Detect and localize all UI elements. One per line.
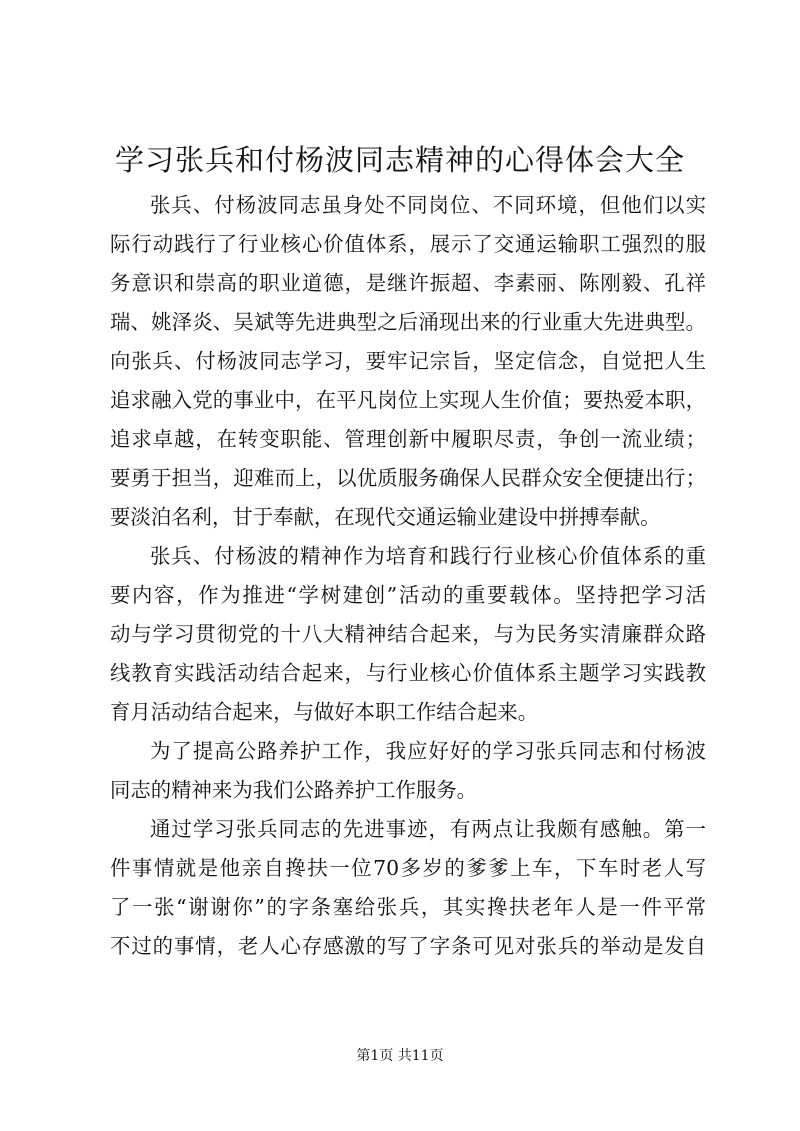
paragraph-line: 要淡泊名利，甘于奉献，在现代交通运输业建设中拼搏奉献。	[110, 505, 661, 529]
paragraph-line: 张兵、付杨波同志虽身处不同岗位、不同环境，但他们以实	[150, 193, 706, 217]
paragraph-line: 际行动践行了行业核心价值体系，展示了交通运输职工强烈的服	[110, 232, 706, 256]
paragraph-line: 同志的精神来为我们公路养护工作服务。	[110, 778, 478, 802]
document-title: 学习张兵和付杨波同志精神的心得体会大全	[114, 143, 685, 177]
paragraph-line: 动与学习贯彻党的十八大精神结合起来，与为民务实清廉群众路	[110, 622, 706, 646]
paragraph-line: 向张兵、付杨波同志学习，要牢记宗旨，坚定信念，自觉把人生	[110, 349, 706, 373]
paragraph-line: 了一张“谢谢你”的字条塞给张兵，其实搀扶老年人是一件平常	[110, 895, 706, 919]
paragraph-line: 线教育实践活动结合起来，与行业核心价值体系主题学习实践教	[110, 661, 706, 685]
paragraph-line: 要勇于担当，迎难而上，以优质服务确保人民群众安全便捷出行；	[110, 466, 706, 490]
paragraph-line: 追求融入党的事业中，在平凡岗位上实现人生价值；要热爱本职，	[110, 388, 706, 412]
paragraph-line: 件事情就是他亲自搀扶一位70多岁的爹爹上车，下车时老人写	[110, 856, 706, 880]
paragraph-line: 为了提高公路养护工作，我应好好的学习张兵同志和付杨波	[150, 739, 706, 763]
paragraph-line: 瑞、姚泽炎、吴斌等先进典型之后涌现出来的行业重大先进典型。	[110, 310, 706, 334]
document-body	[110, 186, 706, 966]
paragraph-line: 要内容，作为推进“学树建创”活动的重要载体。坚持把学习活	[110, 583, 706, 607]
paragraph-line: 育月活动结合起来，与做好本职工作结合起来。	[110, 700, 539, 724]
page-number-footer: 第1页 共11页	[356, 1048, 444, 1064]
paragraph-line: 不过的事情，老人心存感激的写了字条可见对张兵的举动是发自	[110, 934, 706, 958]
paragraph-line: 务意识和崇高的职业道德，是继许振超、李素丽、陈刚毅、孔祥	[110, 271, 706, 295]
paragraph-line: 通过学习张兵同志的先进事迹，有两点让我颇有感触。第一	[150, 817, 706, 841]
paragraph-line: 追求卓越，在转变职能、管理创新中履职尽责，争创一流业绩；	[110, 427, 706, 451]
paragraph-line: 张兵、付杨波的精神作为培育和践行行业核心价值体系的重	[150, 544, 706, 568]
